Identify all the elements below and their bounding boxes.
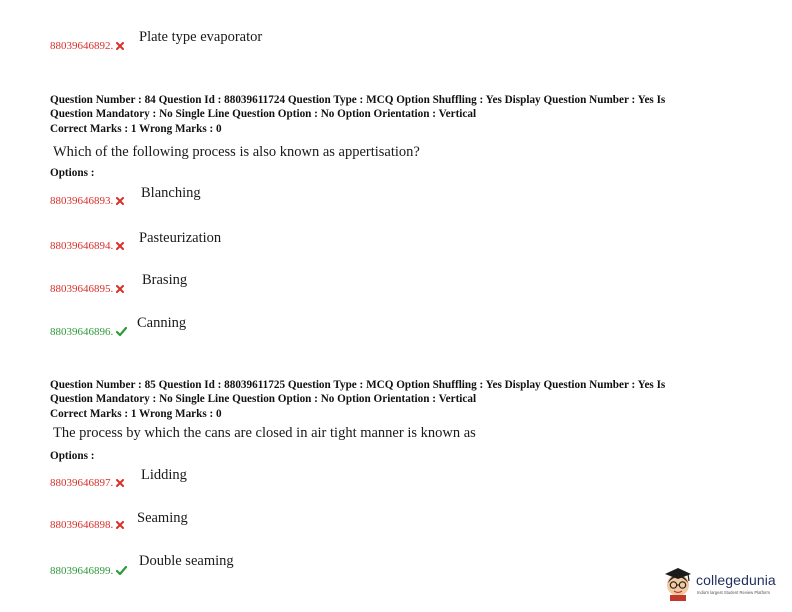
- option-text: Seaming: [137, 510, 188, 526]
- option-text: Canning: [137, 315, 187, 331]
- option-id: 88039646899.: [50, 565, 127, 578]
- option-text: Double seaming: [139, 553, 234, 569]
- question-meta-line1: Question Number : 84 Question Id : 88039611724 Question Type : MCQ Option Shuffling : Yes Display Question Number : Yes Is: [50, 94, 666, 106]
- option-id: 88039646896.: [50, 326, 127, 339]
- graduate-mascot-icon: [662, 565, 694, 606]
- option-id: 88039646898.: [50, 519, 124, 532]
- wrong-cross-icon: [116, 284, 124, 296]
- question-marks: Correct Marks : 1 Wrong Marks : 0: [50, 408, 222, 420]
- options-label: Options :: [50, 450, 95, 462]
- wrong-cross-icon: [116, 241, 124, 253]
- option-text: Blanching: [141, 185, 201, 201]
- wrong-cross-icon: [116, 196, 124, 208]
- option-text: Plate type evaporator: [139, 29, 263, 45]
- wrong-cross-icon: [116, 478, 124, 490]
- logo-wordmark: collegedunia: [696, 572, 776, 588]
- question-text: Which of the following process is also known as appertisation?: [53, 144, 420, 160]
- question-meta-line2: Question Mandatory : No Single Line Question Option : No Option Orientation : Vertical: [50, 393, 477, 405]
- collegedunia-logo: [662, 563, 786, 603]
- option-id: 88039646897.: [50, 477, 124, 490]
- option-text: Lidding: [141, 467, 187, 483]
- logo-tagline: India's largest Student Review Platform: [697, 590, 770, 595]
- correct-check-icon: [116, 327, 127, 339]
- wrong-cross-icon: [116, 520, 124, 532]
- option-text: Pasteurization: [139, 230, 222, 246]
- wrong-cross-icon: [116, 41, 124, 53]
- option-id: 88039646894.: [50, 240, 124, 253]
- question-text: The process by which the cans are closed in air tight manner is known as: [53, 425, 476, 441]
- options-label: Options :: [50, 167, 95, 179]
- question-marks: Correct Marks : 1 Wrong Marks : 0: [50, 123, 222, 135]
- option-text: Brasing: [142, 272, 188, 288]
- correct-check-icon: [116, 566, 127, 578]
- option-id: 88039646895.: [50, 283, 124, 296]
- question-meta-line1: Question Number : 85 Question Id : 88039611725 Question Type : MCQ Option Shuffling : Yes Display Question Number : Yes Is: [50, 379, 666, 391]
- option-id: 88039646893.: [50, 195, 124, 208]
- option-id: 88039646892.: [50, 40, 124, 53]
- question-meta-line2: Question Mandatory : No Single Line Question Option : No Option Orientation : Vertical: [50, 108, 477, 120]
